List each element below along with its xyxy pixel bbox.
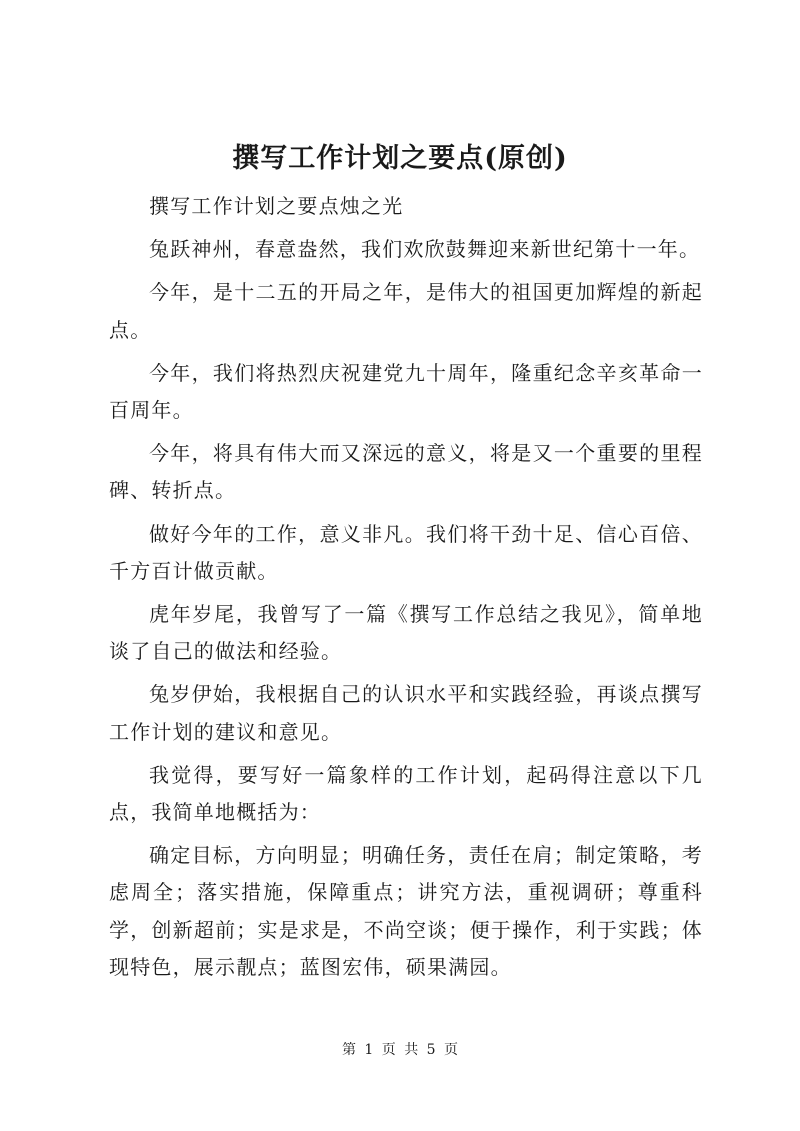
document-title: 撰写工作计划之要点(原创) bbox=[232, 143, 568, 174]
paragraph-subtitle: 撰写工作计划之要点烛之光 bbox=[149, 194, 404, 218]
paragraph: 虎年岁尾，我曾写了一篇《撰写工作总结之我见》，简单地谈了自己的做法和经验。 bbox=[109, 602, 703, 664]
paragraph: 做好今年的工作，意义非凡。我们将干劲十足、信心百倍、千方百计做贡献。 bbox=[109, 521, 703, 583]
paragraph: 兔跃神州，春意盎然，我们欢欣鼓舞迎来新世纪第十一年。 bbox=[149, 237, 701, 262]
paragraph: 今年，将具有伟大而又深远的意义，将是又一个重要的里程碑、转折点。 bbox=[109, 441, 703, 503]
paragraph: 我觉得，要写好一篇象样的工作计划，起码得注意以下几点，我简单地概括为： bbox=[109, 762, 703, 825]
paragraph: 兔岁伊始，我根据自己的认识水平和实践经验，再谈点撰写工作计划的建议和意见。 bbox=[109, 682, 703, 744]
paragraph: 今年，是十二五的开局之年，是伟大的祖国更加辉煌的新起点。 bbox=[109, 280, 703, 342]
paragraph: 确定目标，方向明显；明确任务，责任在肩；制定策略，考虑周全；落实措施，保障重点；讲究方法，重视调研；尊重科学，创新超前；实是求是，不尚空谈；便于操作，利于实践；体现特色，展示靓点；蓝图宏伟，硕果满园。 bbox=[109, 843, 703, 979]
page-number-footer: 第 1 页 共 5 页 bbox=[341, 1042, 459, 1058]
document-body bbox=[109, 188, 703, 992]
paragraph: 今年，我们将热烈庆祝建党九十周年，隆重纪念辛亥革命一百周年。 bbox=[109, 360, 703, 423]
